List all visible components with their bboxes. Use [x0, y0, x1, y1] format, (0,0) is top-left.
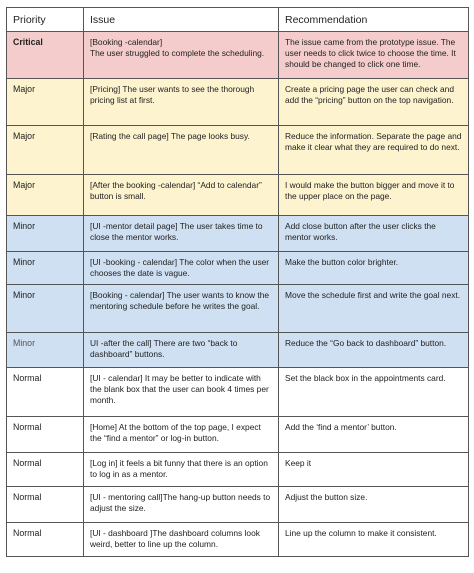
issue-cell: [UI -mentor detail page] The user takes time to close the mentor works.: [84, 216, 279, 252]
issue-cell: [UI - dashboard ]The dashboard columns look weird, better to line up the column.: [84, 523, 279, 557]
priority-cell: Normal: [7, 453, 84, 487]
issue-cell: [Pricing] The user wants to see the thorough pricing list at first.: [84, 79, 279, 126]
table-row: [7, 216, 469, 252]
priority-cell: Normal: [7, 417, 84, 453]
issue-cell: [Booking - calendar] The user wants to know the mentoring schedule before he writes the goal.: [84, 285, 279, 333]
recommendation-cell: Create a pricing page the user can check and add the “pricing” button on the top navigation.: [279, 79, 469, 126]
recommendation-cell: Reduce the “Go back to dashboard” button.: [279, 333, 469, 368]
recommendation-cell: Set the black box in the appointments card.: [279, 368, 469, 417]
header-issue: Issue: [84, 8, 279, 32]
table-row: [7, 417, 469, 453]
priority-cell: Normal: [7, 523, 84, 557]
issue-cell: [UI - calendar] It may be better to indicate with the blank box that the user can book 4 times per month.: [84, 368, 279, 417]
issue-cell: [After the booking -calendar] “Add to calendar” button is small.: [84, 175, 279, 216]
priority-cell: Normal: [7, 487, 84, 523]
header-recommendation: Recommendation: [279, 8, 469, 32]
issue-cell: [Rating the call page] The page looks busy.: [84, 126, 279, 175]
table-row: [7, 487, 469, 523]
table-row: [7, 252, 469, 285]
recommendation-cell: Make the button color brighter.: [279, 252, 469, 285]
priority-cell: Major: [7, 126, 84, 175]
recommendation-cell: I would make the button bigger and move it to the upper place on the page.: [279, 175, 469, 216]
priority-cell: Major: [7, 79, 84, 126]
recommendation-cell: Line up the column to make it consistent.: [279, 523, 469, 557]
issue-cell: [UI - mentoring call]The hang-up button needs to adjust the size.: [84, 487, 279, 523]
table-row: [7, 175, 469, 216]
recommendation-cell: Move the schedule first and write the goal next.: [279, 285, 469, 333]
table-row: [7, 126, 469, 175]
table-header-row: [7, 8, 469, 32]
recommendation-cell: Reduce the information. Separate the page and make it clear what they are required to do next.: [279, 126, 469, 175]
table-row: [7, 368, 469, 417]
usability-issues-table: [6, 7, 469, 557]
issue-cell: [UI -booking - calendar] The color when the user chooses the date is vague.: [84, 252, 279, 285]
table-row: [7, 32, 469, 79]
recommendation-cell: Add close button after the user clicks the mentor works.: [279, 216, 469, 252]
issue-text: [Booking -calendar] The user struggled to complete the scheduling.: [90, 37, 265, 58]
recommendation-cell: Keep it: [279, 453, 469, 487]
recommendation-cell: Adjust the button size.: [279, 487, 469, 523]
issue-table-container: [6, 7, 468, 557]
issue-cell: [Log in] it feels a bit funny that there is an option to log in as a mentor.: [84, 453, 279, 487]
priority-cell: Critical: [7, 32, 84, 79]
priority-cell: Major: [7, 175, 84, 216]
table-row: [7, 79, 469, 126]
issue-cell: [84, 32, 279, 79]
priority-cell: Minor: [7, 333, 84, 368]
priority-cell: Minor: [7, 285, 84, 333]
table-row: [7, 285, 469, 333]
priority-cell: Minor: [7, 216, 84, 252]
recommendation-cell: The issue came from the prototype issue. The user needs to click twice to choose the time. It should be changed to click one time.: [279, 32, 469, 79]
recommendation-cell: Add the ‘find a mentor’ button.: [279, 417, 469, 453]
issue-cell: [Home] At the bottom of the top page, I expect the “find a mentor” or log-in button.: [84, 417, 279, 453]
priority-cell: Minor: [7, 252, 84, 285]
priority-cell: Normal: [7, 368, 84, 417]
table-row: [7, 333, 469, 368]
table-row: [7, 523, 469, 557]
header-priority: Priority: [7, 8, 84, 32]
table-row: [7, 453, 469, 487]
issue-cell: UI -after the call] There are two “back to dashboard” buttons.: [84, 333, 279, 368]
